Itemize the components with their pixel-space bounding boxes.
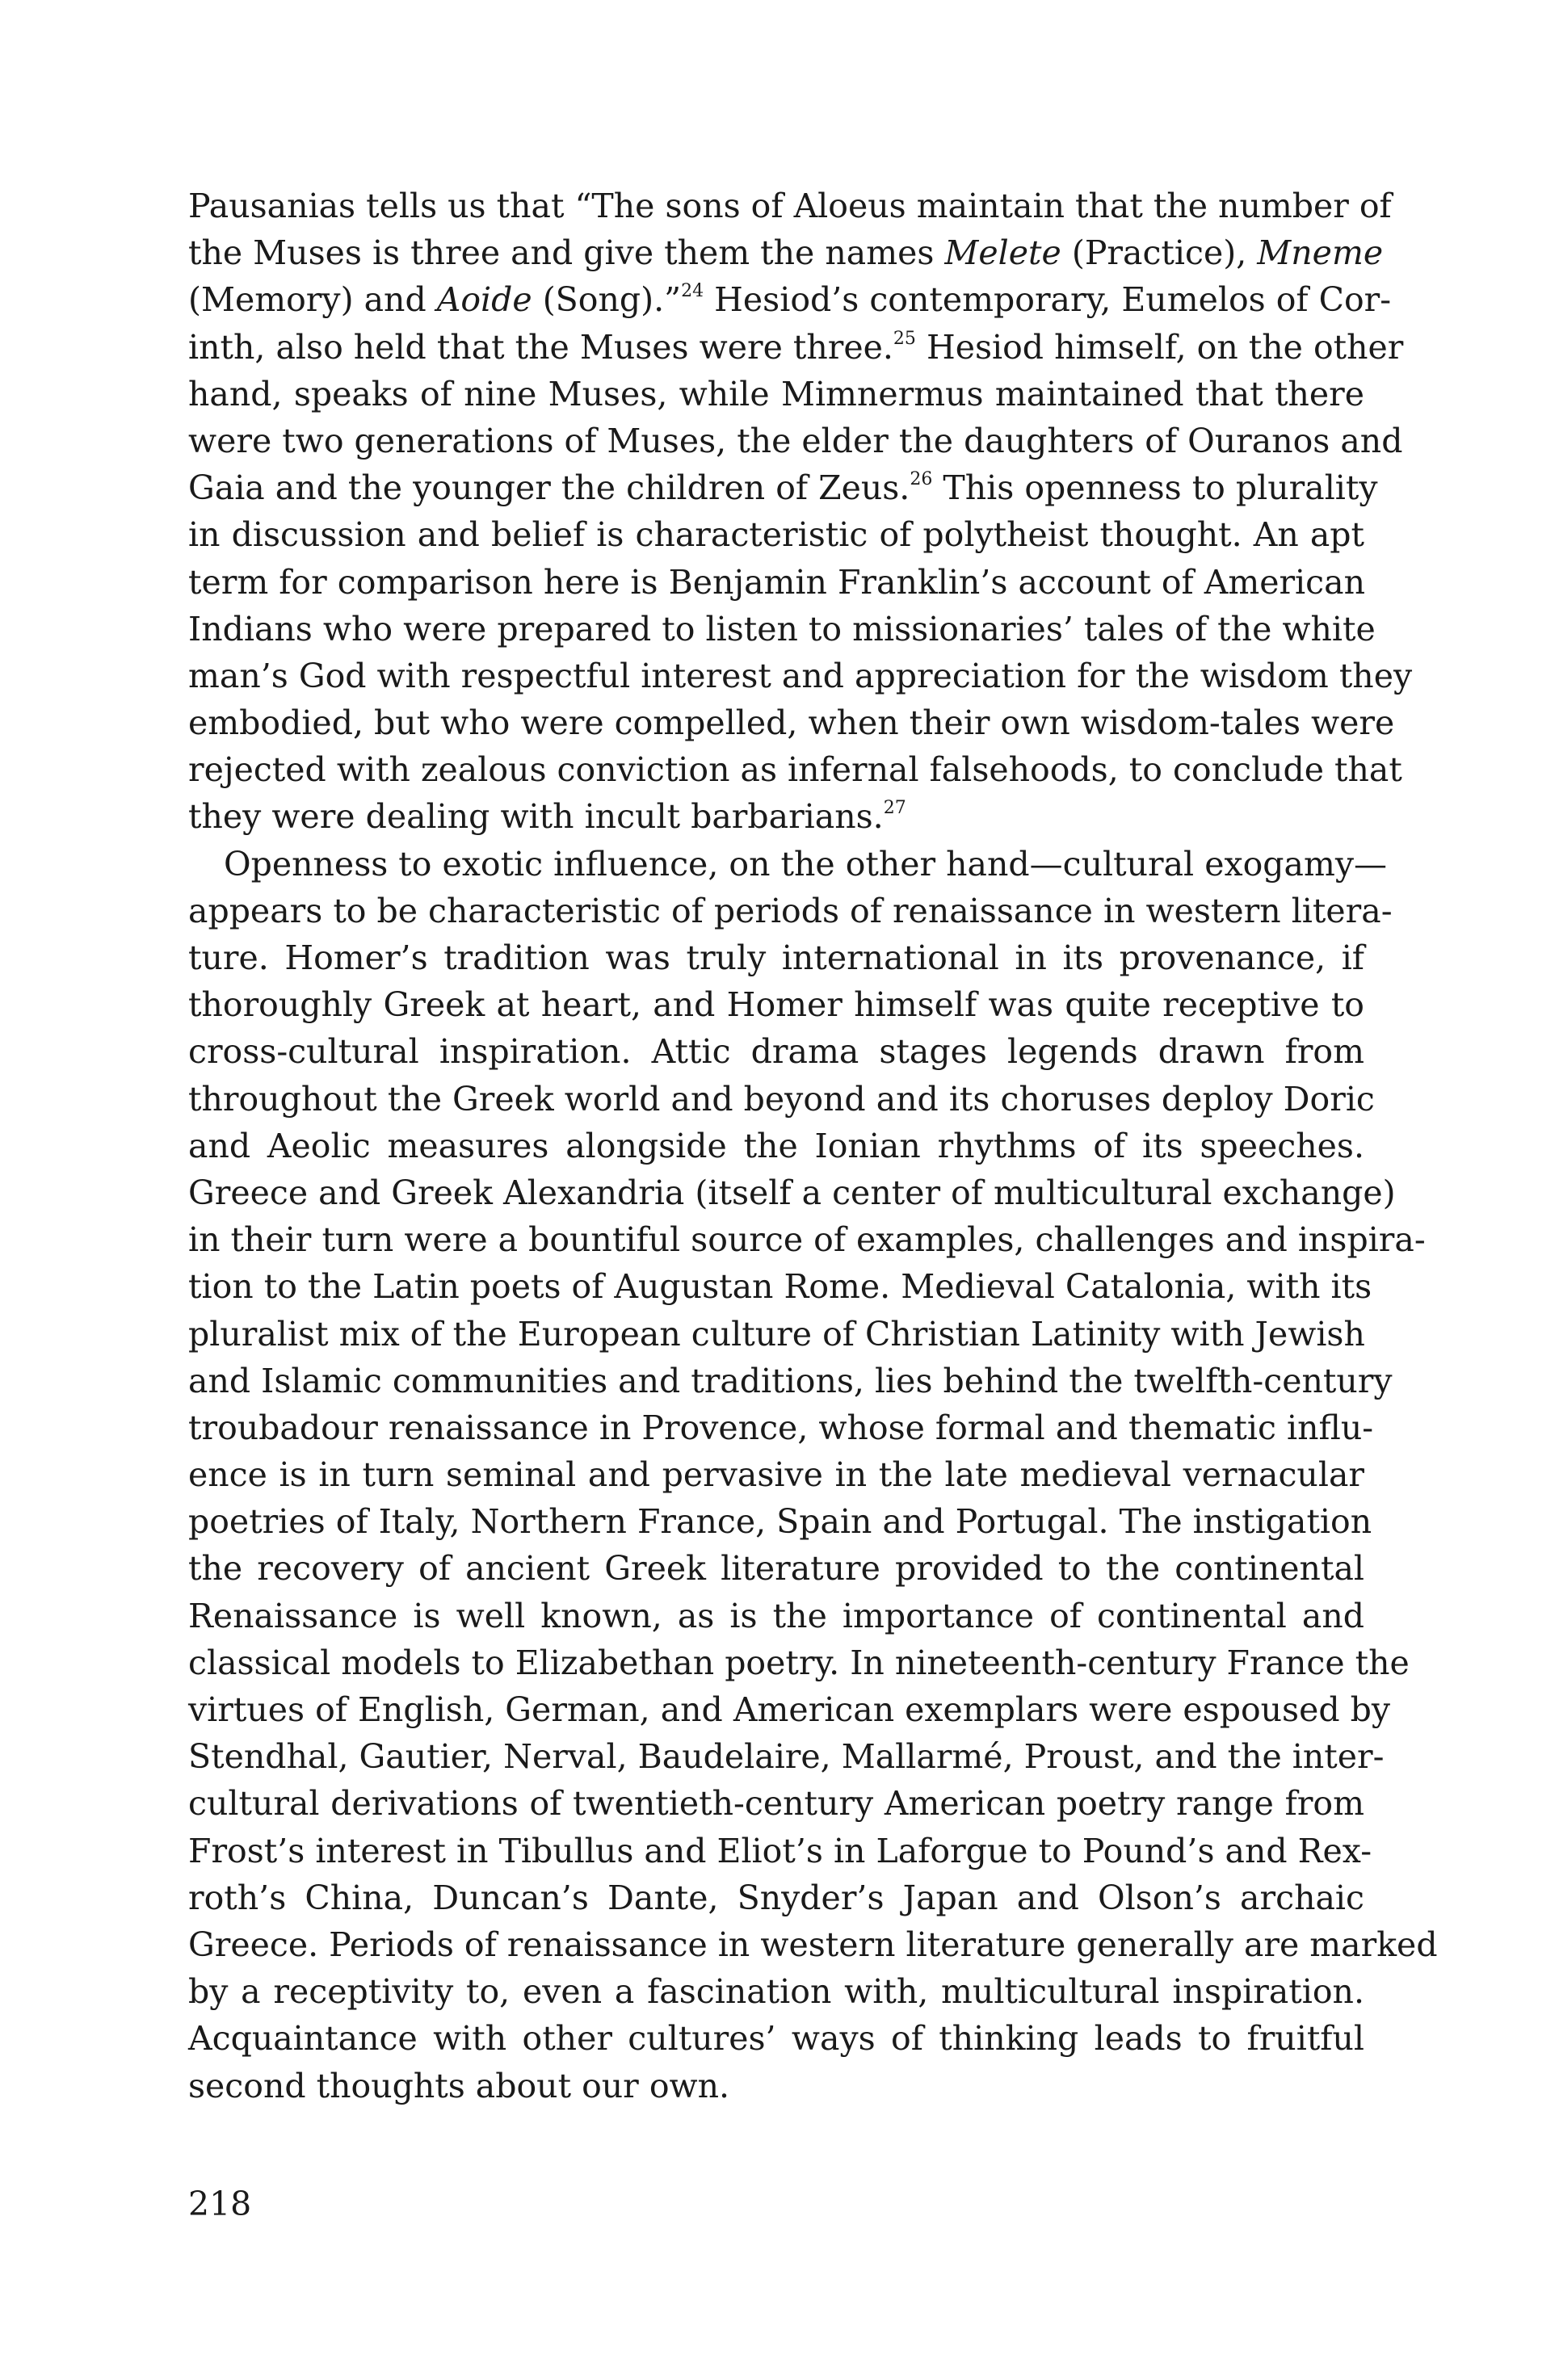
text-line	[188, 1123, 1364, 1169]
body-text	[188, 183, 1438, 2109]
text-segment: pluralist mix of the European culture of Christian Latinity with Jewish	[188, 1314, 1365, 1354]
text-line	[188, 1733, 1385, 1780]
paragraph-2	[188, 841, 1438, 2109]
text-line	[188, 699, 1395, 746]
text-line	[188, 1828, 1372, 1874]
text-segment: ture. Homer’s tradition was truly international in its provenance, if	[188, 938, 1364, 977]
footnote-marker: 25	[893, 328, 916, 349]
text-segment: in discussion and belief is characteristic of polytheist thought. An apt	[188, 515, 1364, 555]
text-line	[188, 276, 1392, 323]
text-segment: Stendhal, Gautier, Nerval, Baudelaire, Mallarmé, Proust, and the inter-	[188, 1737, 1385, 1777]
text-line	[188, 1780, 1364, 1827]
text-line	[188, 793, 1364, 840]
text-line	[188, 464, 1378, 511]
text-segment: tion to the Latin poets of Augustan Rome. Medieval Catalonia, with its	[188, 1267, 1372, 1307]
text-line	[188, 229, 1384, 276]
text-line	[188, 934, 1364, 981]
italic-term: Melete	[944, 233, 1061, 273]
paragraph-1	[188, 183, 1413, 841]
text-segment: Pausanias tells us that “The sons of Aloeus maintain that the number of	[188, 187, 1392, 225]
text-line	[188, 888, 1393, 934]
text-line	[188, 324, 1404, 371]
text-segment: roth’s China, Duncan’s Dante, Snyder’s Japan and Olson’s archaic	[188, 1878, 1364, 1917]
text-segment: throughout the Greek world and beyond and its choruses deploy Doric	[188, 1079, 1375, 1119]
text-line	[188, 1686, 1391, 1733]
text-segment: man’s God with respectful interest and appreciation for the wisdom they	[188, 656, 1413, 695]
text-segment: This openness to plurality	[932, 468, 1378, 508]
text-line	[188, 418, 1403, 464]
text-line	[188, 2015, 1364, 2062]
text-segment: were two generations of Muses, the elder the daughters of Ouranos and	[188, 421, 1403, 460]
text-segment: hand, speaks of nine Muses, while Mimnermus maintained that there	[188, 374, 1364, 413]
text-segment: Acquaintance with other cultures’ ways of thinking leads to fruitful	[188, 2019, 1364, 2059]
text-line	[188, 1593, 1364, 1639]
text-segment: appears to be characteristic of periods of renaissance in western litera-	[188, 891, 1393, 930]
text-segment: the Muses is three and give them the names	[188, 233, 945, 273]
text-line	[188, 1639, 1410, 1686]
text-line	[188, 1311, 1364, 1358]
text-segment: thoroughly Greek at heart, and Homer himself was quite receptive to	[188, 985, 1364, 1025]
text-line	[188, 1874, 1364, 1921]
text-segment: Greece. Periods of renaissance in western literature generally are marked	[188, 1925, 1438, 1964]
text-segment: Gaia and the younger the children of Zeus.	[188, 468, 910, 508]
text-line	[188, 183, 1392, 229]
text-line	[188, 1968, 1364, 2015]
text-line	[188, 371, 1364, 418]
italic-term: Aoide	[436, 280, 532, 320]
text-segment: Greece and Greek Alexandria (itself a center of multicultural exchange)	[188, 1173, 1396, 1212]
text-line	[188, 2063, 1364, 2109]
footnote-marker: 24	[681, 281, 704, 302]
text-segment: cross-cultural inspiration. Attic drama stages legends drawn from	[188, 1032, 1364, 1072]
footnote-marker: 27	[883, 798, 906, 819]
text-segment: Hesiod himself, on the other	[915, 327, 1404, 367]
text-segment: and Islamic communities and traditions, lies behind the twelfth-century	[188, 1361, 1393, 1400]
text-segment: the recovery of ancient Greek literature provided to the continental	[188, 1549, 1364, 1589]
text-segment: (Practice),	[1061, 233, 1258, 273]
text-line	[188, 606, 1376, 653]
text-line	[188, 1169, 1396, 1216]
text-segment: and Aeolic measures alongside the Ionian rhythms of its speeches.	[188, 1126, 1364, 1165]
text-line	[188, 1498, 1372, 1545]
text-segment: by a receptivity to, even a fascination with, multicultural inspiration.	[188, 1972, 1364, 2012]
text-segment: Frost’s interest in Tibullus and Eliot’s in Laforgue to Pound’s and Rex-	[188, 1831, 1372, 1870]
text-line	[188, 1921, 1438, 1968]
text-segment: they were dealing with incult barbarians.	[188, 797, 884, 837]
text-line	[188, 559, 1364, 606]
text-segment: troubadour renaissance in Provence, whose formal and thematic influ-	[188, 1408, 1374, 1447]
text-segment: Renaissance is well known, as is the importance of continental and	[188, 1596, 1364, 1635]
footnote-marker: 26	[910, 469, 933, 490]
text-line	[188, 653, 1413, 699]
text-line	[188, 746, 1402, 793]
text-line	[188, 981, 1364, 1028]
text-segment: second thoughts about our own.	[188, 2066, 730, 2105]
text-line	[188, 1076, 1375, 1123]
text-segment: embodied, but who were compelled, when their own wisdom-tales were	[188, 703, 1395, 743]
text-line	[188, 1216, 1426, 1263]
text-segment: Hesiod’s contemporary, Eumelos of Cor-	[704, 280, 1392, 320]
text-segment: virtues of English, German, and American exemplars were espoused by	[188, 1690, 1391, 1729]
text-line	[188, 1358, 1393, 1404]
text-segment: cultural derivations of twentieth-century American poetry range from	[188, 1784, 1364, 1824]
text-line	[188, 1028, 1364, 1075]
text-segment: (Memory) and	[188, 280, 437, 320]
text-segment: rejected with zealous conviction as infernal falsehoods, to conclude that	[188, 750, 1402, 790]
text-line	[188, 1451, 1364, 1498]
text-segment: Indians who were prepared to listen to missionaries’ tales of the white	[188, 609, 1376, 649]
text-segment: classical models to Elizabethan poetry. In nineteenth-century France the	[188, 1643, 1410, 1682]
text-segment: term for comparison here is Benjamin Franklin’s account of American	[188, 562, 1365, 602]
text-segment: Openness to exotic influence, on the other hand—cultural exogamy—	[224, 844, 1388, 884]
text-segment: ence is in turn seminal and pervasive in the late medieval vernacular	[188, 1455, 1364, 1495]
page-number: 218	[188, 2185, 252, 2223]
text-line	[188, 1263, 1372, 1310]
text-segment: inth, also held that the Muses were three.	[188, 327, 893, 367]
text-line	[188, 1545, 1364, 1592]
italic-term: Mneme	[1257, 233, 1384, 273]
text-segment: (Song).”	[532, 280, 682, 320]
text-line	[188, 1404, 1374, 1451]
text-line	[188, 841, 1388, 888]
text-segment: poetries of Italy, Northern France, Spain and Portugal. The instigation	[188, 1502, 1372, 1542]
text-segment: in their turn were a bountiful source of examples, challenges and inspira-	[188, 1220, 1426, 1260]
text-line	[188, 511, 1364, 558]
